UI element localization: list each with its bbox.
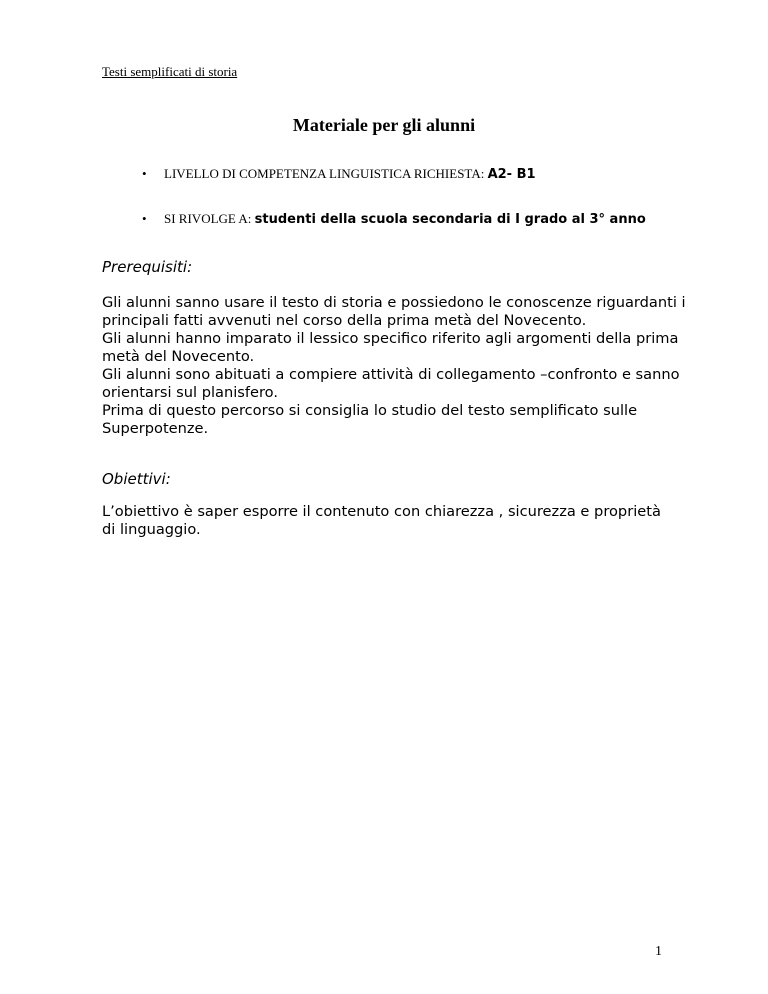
paragraph-line: di linguaggio. — [102, 521, 201, 538]
paragraph-line: metà del Novecento. — [102, 348, 255, 365]
paragraph-line: Superpotenze. — [102, 420, 209, 437]
prerequisiti-heading: Prerequisiti: — [102, 258, 193, 276]
running-header: Testi semplificati di storia — [102, 64, 238, 79]
bullet-text — [164, 211, 646, 228]
bullet-text — [164, 166, 536, 183]
paragraph-line: Gli alunni hanno imparato il lessico specifico riferito agli argomenti della prima — [102, 330, 679, 347]
bullet-label: SI RIVOLGE A: — [164, 211, 255, 226]
bullet-icon: • — [142, 166, 147, 181]
paragraph-line: Prima di questo percorso si consiglia lo studio del testo semplificato sulle — [102, 402, 638, 419]
page-number: 1 — [655, 944, 662, 959]
bullet-label: LIVELLO DI COMPETENZA LINGUISTICA RICHIESTA: — [164, 166, 488, 181]
paragraph-line: principali fatti avvenuti nel corso della prima metà del Novecento. — [102, 312, 587, 329]
paragraph-line: L’obiettivo è saper esporre il contenuto con chiarezza , sicurezza e proprietà — [102, 503, 661, 520]
bullet-value: studenti della scuola secondaria di I grado al 3° anno — [254, 212, 646, 227]
bullet-value: A2- B1 — [487, 167, 536, 182]
obiettivi-heading: Obiettivi: — [102, 470, 171, 488]
page-title: Materiale per gli alunni — [292, 115, 476, 135]
prerequisiti-paragraph — [102, 294, 686, 438]
paragraph-line: Gli alunni sono abituati a compiere attività di collegamento –confronto e sanno — [102, 366, 680, 383]
paragraph-line: Gli alunni sanno usare il testo di storia e possiedono le conoscenze riguardanti i — [102, 294, 686, 311]
obiettivi-paragraph — [102, 503, 672, 539]
bullet-icon: • — [142, 211, 147, 226]
paragraph-line: orientarsi sul planisfero. — [102, 384, 278, 401]
